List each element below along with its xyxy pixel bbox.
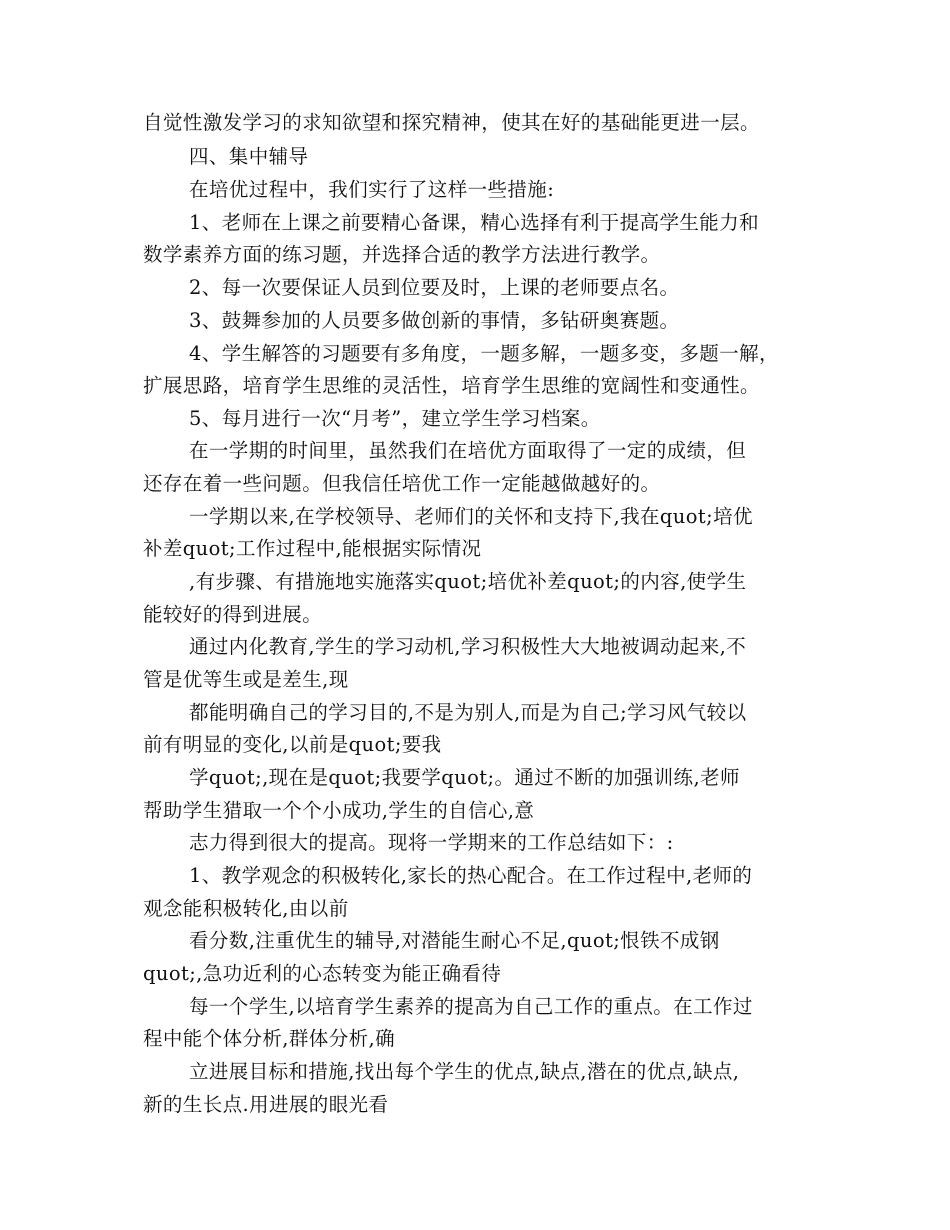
- text-line: 1、老师在上课之前要精心备课，精心选择有利于提高学生能力和: [189, 211, 760, 234]
- text-line: 管是优等生或是差生,现: [143, 668, 349, 691]
- text-line: 志力得到很大的提高。现将一学期来的工作总结如下：:: [189, 831, 674, 854]
- text-line: 补差quot;工作过程中,能根据实际情况: [143, 537, 482, 560]
- text-line: 都能明确自己的学习目的,不是为别人,而是为自己;学习风气较以: [189, 701, 747, 724]
- text-line: ,有步骤、有措施地实施落实quot;培优补差quot;的内容,使学生: [189, 570, 747, 593]
- text-line: 看分数,注重优生的辅导,对潜能生耐心不足,quot;恨铁不成钢: [189, 929, 720, 952]
- text-line: 1、教学观念的积极转化,家长的热心配合。在工作过程中,老师的: [189, 864, 753, 887]
- text-line: 每一个学生,以培育学生素养的提高为自己工作的重点。在工作过: [189, 995, 753, 1018]
- text-line: 自觉性激发学习的求知欲望和探究精神，使其在好的基础能更进一层。: [143, 111, 760, 134]
- text-line: 学quot;,现在是quot;我要学quot;。通过不断的加强训练,老师: [189, 766, 740, 789]
- text-line: 数学素养方面的练习题，并选择合适的教学方法进行教学。: [143, 243, 661, 266]
- text-line: 扩展思路，培育学生思维的灵活性，培育学生思维的宽阔性和变通性。: [143, 374, 760, 397]
- section-heading: 四、集中辅导: [189, 145, 309, 168]
- text-line: 通过内化教育,学生的学习动机,学习积极性大大地被调动起来,不: [189, 635, 747, 658]
- text-line: 3、鼓舞参加的人员要多做创新的事情，多钻研奥赛题。: [189, 309, 680, 332]
- text-line: 2、每一次要保证人员到位要及时，上课的老师要点名。: [189, 276, 680, 299]
- text-line: 4、学生解答的习题要有多角度，一题多解，一题多变，多题一解，: [189, 342, 779, 365]
- text-line: 能较好的得到进展。: [143, 603, 323, 626]
- text-line: 在培优过程中，我们实行了这样一些措施:: [189, 178, 555, 201]
- text-line: 一学期以来,在学校领导、老师们的关怀和支持下,我在quot;培优: [189, 505, 753, 528]
- text-line: quot;,急功近利的心态转变为能正确看待: [143, 962, 502, 985]
- text-line: 立进展目标和措施,找出每个学生的优点,缺点,潜在的优点,缺点,: [189, 1060, 740, 1083]
- text-line: 在一学期的时间里，虽然我们在培优方面取得了一定的成绩，但: [189, 439, 747, 462]
- text-line: 还存在着一些问题。但我信任培优工作一定能越做越好的。: [143, 472, 661, 495]
- text-line: 帮助学生猎取一个个小成功,学生的自信心,意: [143, 799, 535, 822]
- text-line: 观念能积极转化,由以前: [143, 897, 349, 920]
- text-line: 前有明显的变化,以前是quot;要我: [143, 733, 442, 756]
- text-line: 新的生长点.用进展的眼光看: [143, 1093, 389, 1116]
- text-line: 5、每月进行一次“月考”，建立学生学习档案。: [189, 407, 601, 430]
- text-line: 程中能个体分析,群体分析,确: [143, 1027, 395, 1050]
